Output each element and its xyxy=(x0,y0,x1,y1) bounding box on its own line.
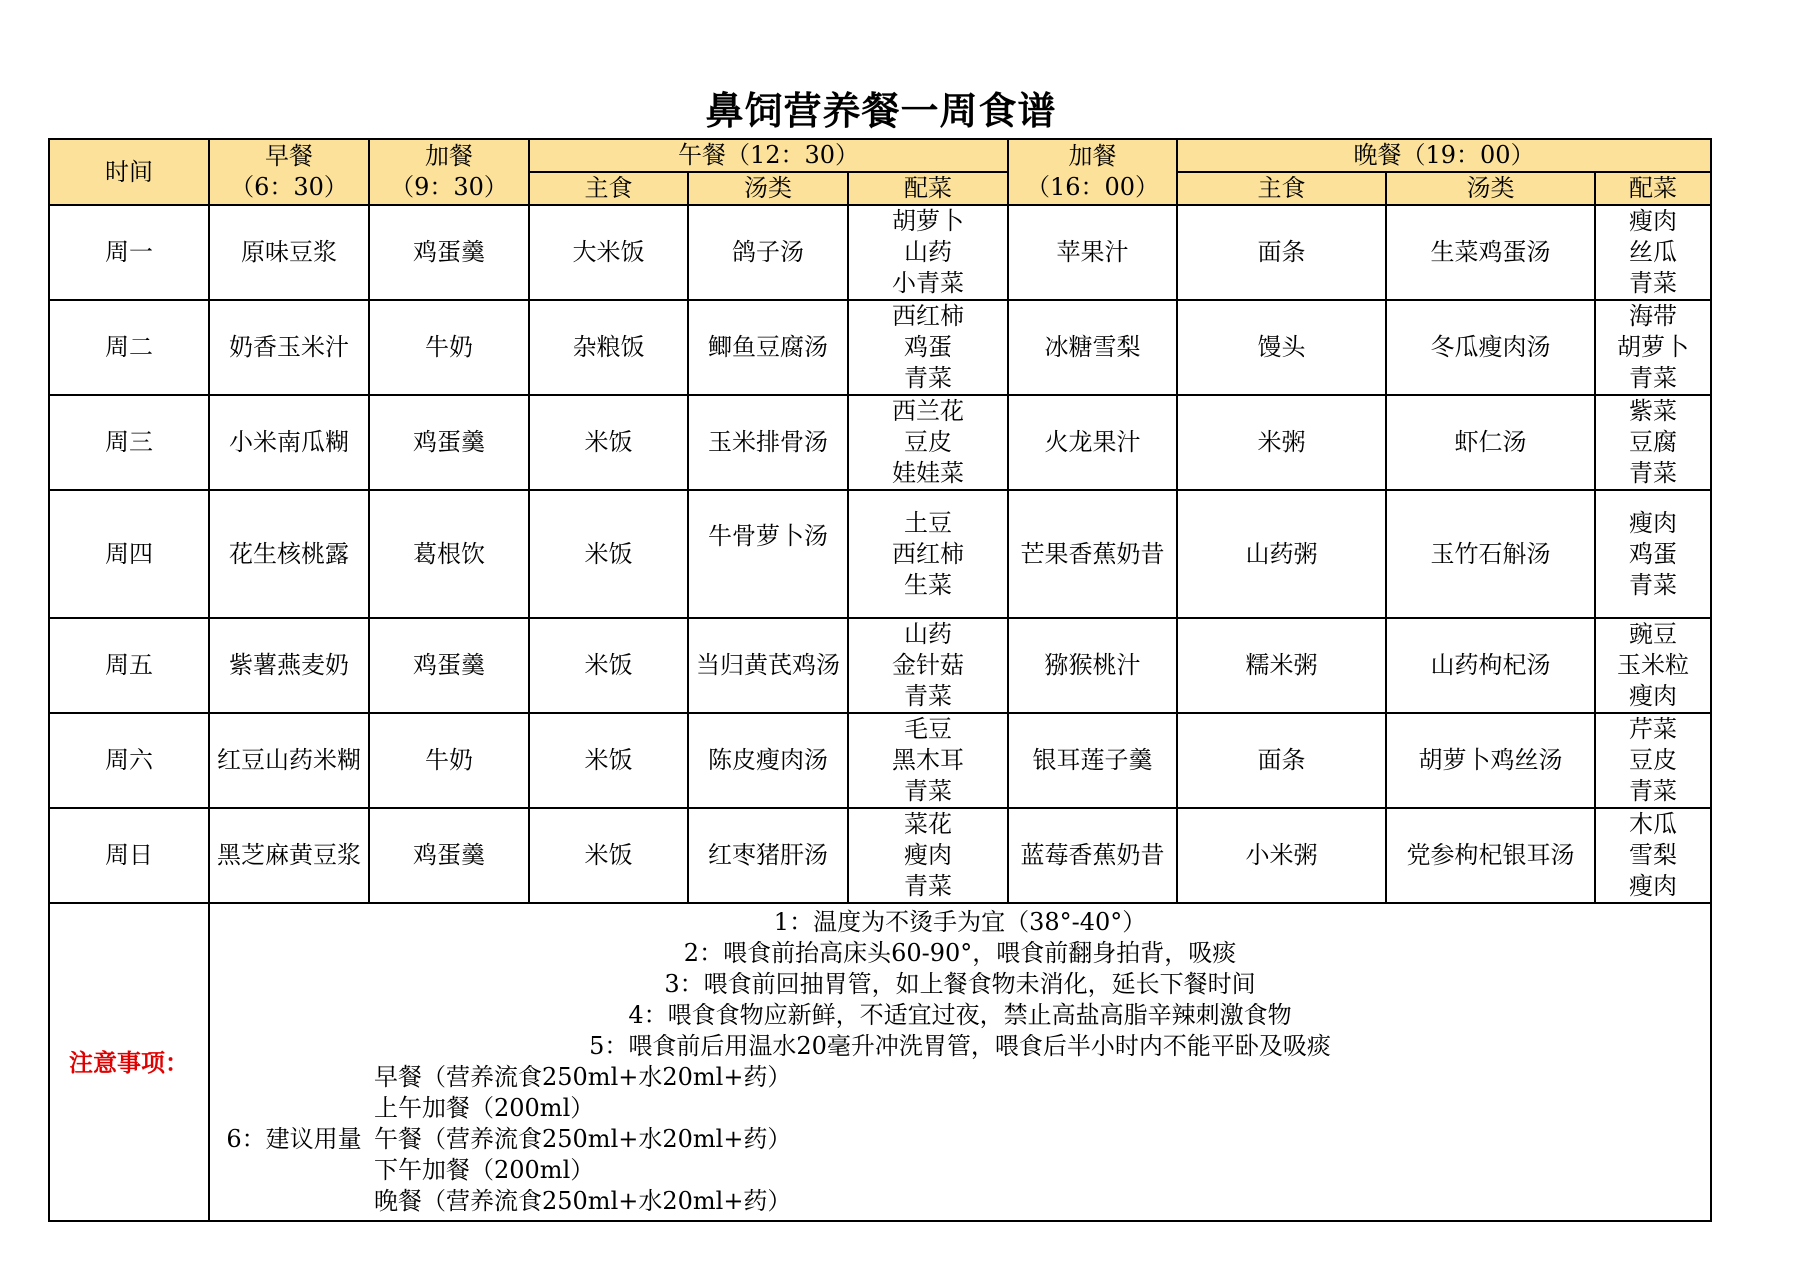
cell-snack2: 蓝莓香蕉奶昔 xyxy=(1008,808,1177,903)
side-dish-item: 胡萝卜 xyxy=(892,207,965,235)
cell-lunch-side xyxy=(848,205,1008,300)
cell-lunch-soup: 陈皮瘦肉汤 xyxy=(688,713,848,808)
dosage-snack-am: 上午加餐（200ml） xyxy=(374,1094,595,1122)
side-dish-item: 紫菜 xyxy=(1629,397,1678,425)
menu-row xyxy=(49,490,1711,618)
side-dish-item: 西红柿 xyxy=(892,302,965,330)
cell-dinner-side xyxy=(1595,205,1711,300)
menu-table xyxy=(48,138,1712,1222)
cell-snack2: 银耳莲子羹 xyxy=(1008,713,1177,808)
header-dinner-main: 主食 xyxy=(1177,172,1386,205)
cell-snack1: 葛根饮 xyxy=(369,490,529,618)
cell-dinner-side xyxy=(1595,713,1711,808)
side-dish-item: 娃娃菜 xyxy=(892,459,965,487)
cell-dinner-side xyxy=(1595,618,1711,713)
side-dish-item: 青菜 xyxy=(1629,459,1678,487)
cell-day: 周二 xyxy=(49,300,209,395)
cell-day: 周三 xyxy=(49,395,209,490)
cell-dinner-side xyxy=(1595,395,1711,490)
side-dish-item: 青菜 xyxy=(1629,570,1678,599)
side-dish-item: 青菜 xyxy=(1629,777,1678,805)
note-item-3: 3：喂食前回抽胃管，如上餐食物未消化，延长下餐时间 xyxy=(664,970,1256,998)
cell-snack1: 牛奶 xyxy=(369,713,529,808)
cell-snack1: 鸡蛋羹 xyxy=(369,618,529,713)
cell-breakfast: 紫薯燕麦奶 xyxy=(209,618,369,713)
dosage-line-1 xyxy=(210,1062,1710,1093)
cell-lunch-main: 大米饭 xyxy=(529,205,688,300)
side-dish-item: 芹菜 xyxy=(1629,715,1678,743)
menu-row xyxy=(49,618,1711,713)
note-item-5: 5：喂食前后用温水20毫升冲洗胃管，喂食后半小时内不能平卧及吸痰 xyxy=(589,1032,1331,1060)
note-item-4: 4：喂食食物应新鲜，不适宜过夜，禁止高盐高脂辛辣刺激食物 xyxy=(628,1001,1292,1029)
side-dish-item: 瘦肉 xyxy=(1629,872,1678,900)
side-dish-item: 青菜 xyxy=(904,872,953,900)
cell-dinner-main: 糯米粥 xyxy=(1177,618,1386,713)
side-dish-item: 金针菇 xyxy=(892,651,965,679)
dosage-line-2 xyxy=(210,1093,1710,1124)
side-dish-item: 豆皮 xyxy=(904,428,953,456)
side-dish-item: 生菜 xyxy=(904,570,953,599)
dosage-line-3 xyxy=(210,1124,1710,1155)
dosage-snack-pm: 下午加餐（200ml） xyxy=(374,1156,595,1184)
side-dish-item: 丝瓜 xyxy=(1629,238,1678,266)
side-dish-item: 西红柿 xyxy=(892,539,965,568)
cell-breakfast: 红豆山药米糊 xyxy=(209,713,369,808)
menu-row xyxy=(49,395,1711,490)
header-dinner-side: 配菜 xyxy=(1595,172,1711,205)
header-snack1-label: 加餐 xyxy=(425,142,473,170)
header-breakfast xyxy=(209,139,369,205)
cell-dinner-soup: 山药枸杞汤 xyxy=(1386,618,1595,713)
cell-dinner-main: 小米粥 xyxy=(1177,808,1386,903)
header-snack1 xyxy=(369,139,529,205)
dosage-label: 6：建议用量 xyxy=(226,1125,362,1153)
cell-lunch-main: 米饭 xyxy=(529,618,688,713)
side-dish-item: 海带 xyxy=(1629,302,1678,330)
side-dish-item: 山药 xyxy=(904,620,953,648)
note-item-1: 1：温度为不烫手为宜（38°-40°） xyxy=(773,908,1147,936)
side-dish-item: 雪梨 xyxy=(1629,841,1678,869)
cell-snack2: 冰糖雪梨 xyxy=(1008,300,1177,395)
cell-lunch-main: 米饭 xyxy=(529,808,688,903)
side-dish-item: 豆皮 xyxy=(1629,746,1678,774)
side-dish-item: 瘦肉 xyxy=(904,841,953,869)
header-breakfast-label: 早餐 xyxy=(265,142,313,170)
side-dish-item: 胡萝卜 xyxy=(1617,333,1690,361)
side-dish-item: 毛豆 xyxy=(904,715,953,743)
cell-dinner-soup: 虾仁汤 xyxy=(1386,395,1595,490)
header-snack2 xyxy=(1008,139,1177,205)
side-dish-item: 木瓜 xyxy=(1629,810,1678,838)
side-dish-item: 西兰花 xyxy=(892,397,965,425)
dosage-breakfast: 早餐（营养流食250ml+水20ml+药） xyxy=(374,1063,792,1091)
header-snack2-time: （16：00） xyxy=(1025,173,1160,201)
side-dish-item: 青菜 xyxy=(1629,269,1678,297)
side-dish-item: 山药 xyxy=(904,238,953,266)
cell-snack1: 牛奶 xyxy=(369,300,529,395)
cell-dinner-side xyxy=(1595,300,1711,395)
side-dish-item: 豆腐 xyxy=(1629,428,1678,456)
notes-label: 注意事项： xyxy=(49,903,209,1221)
cell-breakfast: 奶香玉米汁 xyxy=(209,300,369,395)
side-dish-item: 土豆 xyxy=(904,508,953,537)
menu-row xyxy=(49,205,1711,300)
cell-dinner-soup: 冬瓜瘦肉汤 xyxy=(1386,300,1595,395)
header-snack1-time: （9：30） xyxy=(390,173,508,201)
cell-lunch-soup: 红枣猪肝汤 xyxy=(688,808,848,903)
cell-day: 周六 xyxy=(49,713,209,808)
menu-row xyxy=(49,808,1711,903)
cell-dinner-main: 山药粥 xyxy=(1177,490,1386,618)
notes-row xyxy=(49,903,1711,1221)
cell-breakfast: 花生核桃露 xyxy=(209,490,369,618)
side-dish-item: 小青菜 xyxy=(892,269,965,297)
cell-lunch-soup: 鲫鱼豆腐汤 xyxy=(688,300,848,395)
menu-row xyxy=(49,713,1711,808)
header-lunch-side: 配菜 xyxy=(848,172,1008,205)
cell-breakfast: 黑芝麻黄豆浆 xyxy=(209,808,369,903)
side-dish-item: 瘦肉 xyxy=(1629,682,1678,710)
side-dish-item: 瘦肉 xyxy=(1629,508,1678,537)
header-lunch: 午餐（12：30） xyxy=(529,139,1008,172)
cell-dinner-soup: 玉竹石斛汤 xyxy=(1386,490,1595,618)
cell-lunch-side xyxy=(848,395,1008,490)
note-item-2: 2：喂食前抬高床头60-90°，喂食前翻身拍背，吸痰 xyxy=(683,939,1237,967)
notes-content xyxy=(209,903,1711,1221)
dosage-dinner: 晚餐（营养流食250ml+水20ml+药） xyxy=(374,1187,792,1215)
cell-dinner-main: 馒头 xyxy=(1177,300,1386,395)
cell-dinner-soup: 胡萝卜鸡丝汤 xyxy=(1386,713,1595,808)
side-dish-item: 瘦肉 xyxy=(1629,207,1678,235)
cell-lunch-main: 米饭 xyxy=(529,395,688,490)
header-time: 时间 xyxy=(49,139,209,205)
side-dish-item: 玉米粒 xyxy=(1617,651,1690,679)
header-row-1 xyxy=(49,139,1711,172)
cell-dinner-side xyxy=(1595,808,1711,903)
header-lunch-main: 主食 xyxy=(529,172,688,205)
cell-lunch-soup: 鸽子汤 xyxy=(688,205,848,300)
cell-snack1: 鸡蛋羹 xyxy=(369,395,529,490)
header-lunch-soup: 汤类 xyxy=(688,172,848,205)
cell-day: 周一 xyxy=(49,205,209,300)
cell-lunch-soup: 当归黄芪鸡汤 xyxy=(688,618,848,713)
cell-snack1: 鸡蛋羹 xyxy=(369,205,529,300)
dosage-lunch: 午餐（营养流食250ml+水20ml+药） xyxy=(374,1125,792,1153)
side-dish-item: 青菜 xyxy=(904,682,953,710)
dosage-line-4 xyxy=(210,1155,1710,1186)
header-snack2-label: 加餐 xyxy=(1068,142,1117,170)
cell-day: 周五 xyxy=(49,618,209,713)
side-dish-item: 鸡蛋 xyxy=(904,333,953,361)
cell-snack1: 鸡蛋羹 xyxy=(369,808,529,903)
side-dish-item: 青菜 xyxy=(1629,364,1678,392)
cell-lunch-side xyxy=(848,713,1008,808)
cell-snack2: 苹果汁 xyxy=(1008,205,1177,300)
cell-dinner-main: 面条 xyxy=(1177,713,1386,808)
cell-dinner-soup: 党参枸杞银耳汤 xyxy=(1386,808,1595,903)
dosage-line-5 xyxy=(210,1186,1710,1217)
cell-day: 周四 xyxy=(49,490,209,618)
page-title: 鼻饲营养餐一周食谱 xyxy=(705,88,1057,133)
cell-dinner-side xyxy=(1595,490,1711,618)
side-dish-item: 青菜 xyxy=(904,777,953,805)
header-dinner: 晚餐（19：00） xyxy=(1177,139,1711,172)
cell-lunch-side xyxy=(848,490,1008,618)
cell-breakfast: 小米南瓜糊 xyxy=(209,395,369,490)
cell-lunch-side xyxy=(848,808,1008,903)
menu-row xyxy=(49,300,1711,395)
cell-lunch-side xyxy=(848,618,1008,713)
cell-snack2: 芒果香蕉奶昔 xyxy=(1008,490,1177,618)
cell-dinner-main: 面条 xyxy=(1177,205,1386,300)
side-dish-item: 菜花 xyxy=(904,810,953,838)
cell-lunch-soup: 玉米排骨汤 xyxy=(688,395,848,490)
header-breakfast-time: （6：30） xyxy=(230,173,348,201)
side-dish-item: 青菜 xyxy=(904,364,953,392)
cell-snack2: 猕猴桃汁 xyxy=(1008,618,1177,713)
cell-lunch-soup: 牛骨萝卜汤 xyxy=(688,490,848,618)
side-dish-item: 豌豆 xyxy=(1629,620,1678,648)
cell-lunch-side xyxy=(848,300,1008,395)
header-dinner-soup: 汤类 xyxy=(1386,172,1595,205)
cell-lunch-main: 杂粮饭 xyxy=(529,300,688,395)
cell-day: 周日 xyxy=(49,808,209,903)
cell-lunch-main: 米饭 xyxy=(529,713,688,808)
side-dish-item: 黑木耳 xyxy=(892,746,965,774)
cell-snack2: 火龙果汁 xyxy=(1008,395,1177,490)
cell-breakfast: 原味豆浆 xyxy=(209,205,369,300)
cell-dinner-main: 米粥 xyxy=(1177,395,1386,490)
cell-dinner-soup: 生菜鸡蛋汤 xyxy=(1386,205,1595,300)
side-dish-item: 鸡蛋 xyxy=(1629,539,1678,568)
cell-lunch-main: 米饭 xyxy=(529,490,688,618)
